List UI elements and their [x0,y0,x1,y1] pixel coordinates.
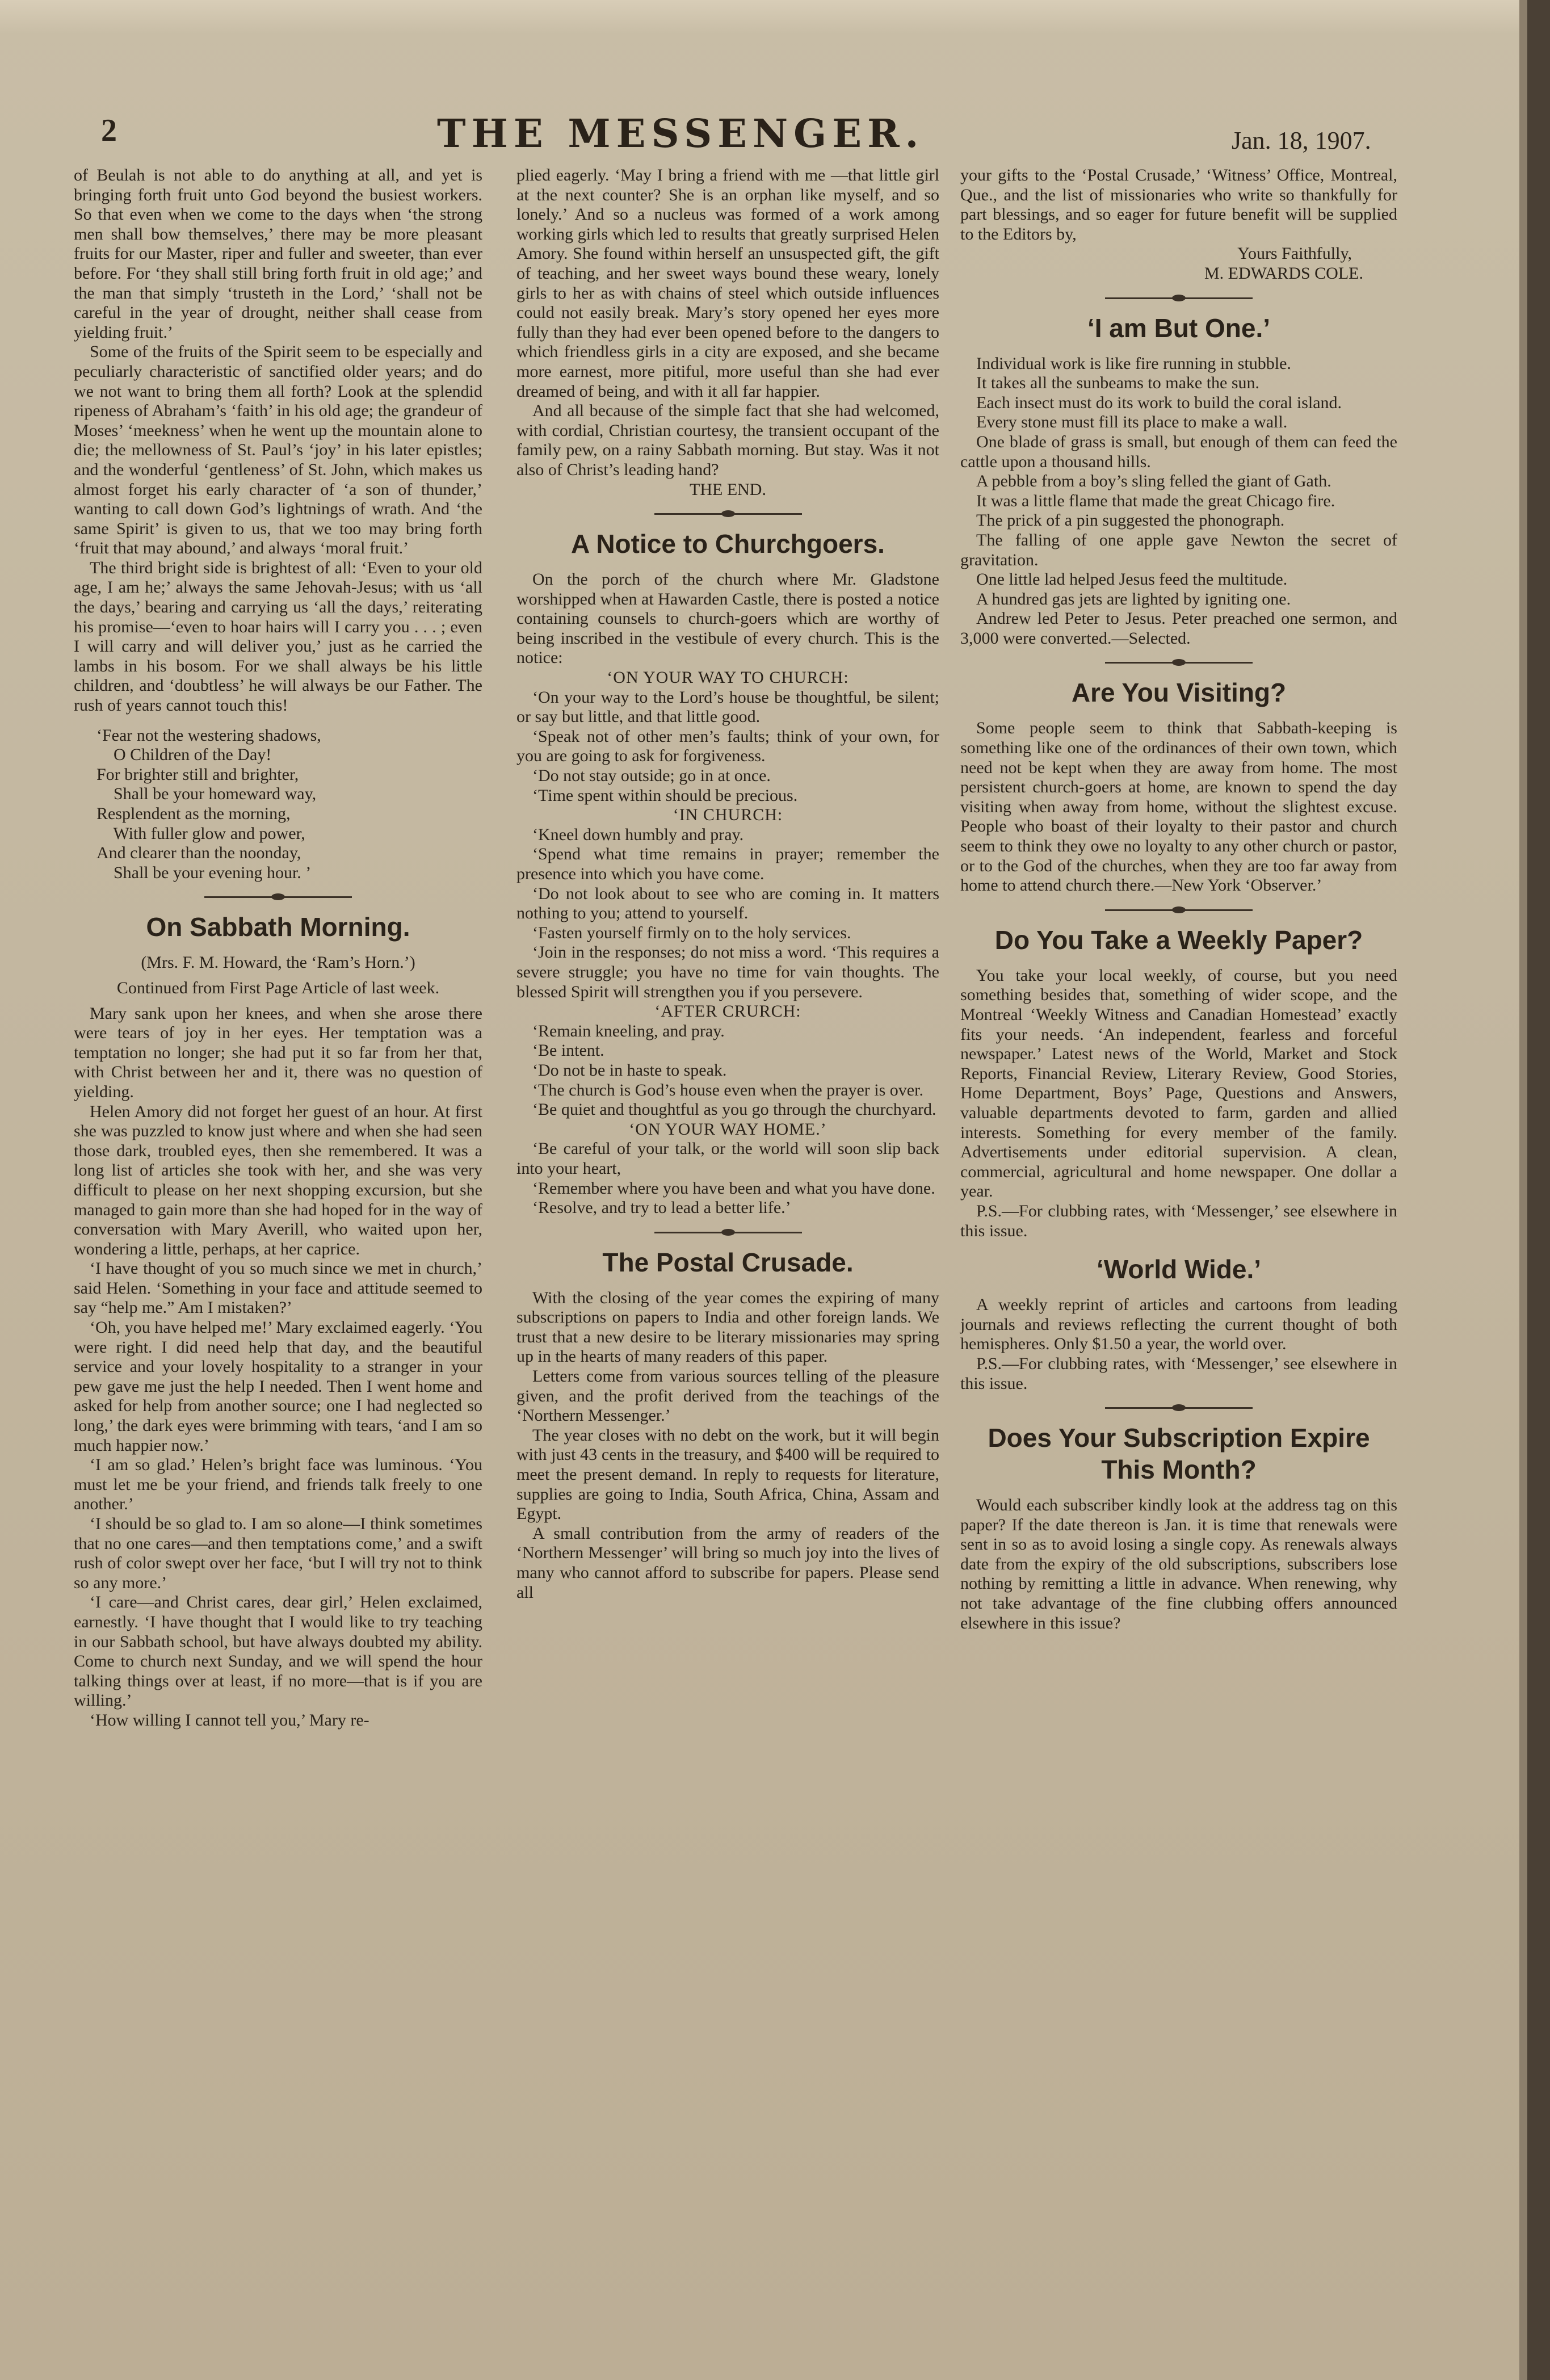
article-heading: Are You Visiting? [1071,678,1287,708]
list-item: One blade of grass is small, but enough of them can feed the cattle upon a thousand hills. [960,432,1397,471]
paragraph: The year closes with no debt on the work, but it will begin with just 43 cents in the treasury, and $400 will be required to meet the present demand. In reply to requests for literature, supplies are going to India, South Africa, China, Assam and Egypt. [516,1425,939,1523]
poem-line: And clearer than the noonday, [96,843,301,863]
article-heading: The Postal Crusade. [602,1247,854,1277]
paragraph: ‘Oh, you have helped me!’ Mary exclaimed eagerly. ‘You were right. I did need help that day, and the beautiful service and your lovely hospitality to a stranger in your pew gave me just the help I needed. Then I went home and asked for help from another source; one I had neglected so long,’ the dark eyes were brimming with tears, ‘and I am so much happier now.’ [74,1318,482,1455]
section-divider [1105,296,1253,300]
column-1 [74,166,482,1731]
article-heading: A Notice to Churchgoers. [571,529,885,559]
notice-item: ‘Do not stay outside; go in at once. [532,766,771,786]
column-2 [516,166,939,1602]
poem-line: O Children of the Day! [96,745,272,765]
section-divider [204,895,352,899]
notice-item: ‘Join in the responses; do not miss a word. ‘This requires a severe struggle; you have no time for vain thoughts. The blessed Spirit will strengthen you if you persevere. [516,943,939,1001]
article-heading: ‘World Wide.’ [1096,1254,1262,1285]
poem-line: For brighter still and brighter, [96,765,299,784]
notice-item: ‘Be quiet and thoughtful as you go through the churchyard. [532,1100,936,1119]
paragraph: A small contribution from the army of readers of the ‘Northern Messenger’ will bring so much joy into the lives of many who cannot afford to subscribe for papers. Please send all [516,1523,939,1602]
paragraph: You take your local weekly, of course, but you need something besides that, something of wider scope, and the Montreal ‘Weekly Witness and Canadian Homestead’ exactly fits your needs. ‘An independent, fearless and forceful newspaper.’ Latest news of the World, Market and Stock Reports, Financial Review, Literary Review, Good Stories, Home Department, Boys’ Page, Questions and Answers, valuable departments devoted to farm, garden and allied interests. Something for every member of the family. Advertisements under editorial supervision. A clean, commercial, agricultural and home newspaper. One dollar a year. [960,966,1397,1201]
page-binding [1527,0,1550,2380]
list-item: The falling of one apple gave Newton the secret of gravitation. [960,530,1397,569]
notice-item: ‘Remember where you have been and what you have done. [532,1178,935,1198]
notice-item: ‘Speak not of other men’s faults; think of your own, for you are going to ask for forgiveness. [516,727,939,766]
notice-subheading: ‘AFTER CRURCH: [654,1002,801,1021]
page-right-edge [1519,0,1527,2380]
notice-subheading: ‘ON YOUR WAY TO CHURCH: [607,668,849,687]
article-heading: Do You Take a Weekly Paper? [994,925,1363,955]
paragraph: P.S.—For clubbing rates, with ‘Messenger,’ see elsewhere in this issue. [960,1354,1397,1393]
paragraph: With the closing of the year comes the expiring of many subscriptions on papers to India and other foreign lands. We trust that a new desire to be literary missionaries may spring up in the hearts of many readers of this paper. [516,1288,939,1366]
notice-item: ‘Do not look about to see who are coming in. It matters nothing to you; attend to yourself. [516,884,939,923]
paragraph: ‘I should be so glad to. I am so alone—I think sometimes that no one cares—and then temptations come,’ and a swift rush of color swept over her face, ‘but I will try not to think so any more.’ [74,1514,482,1592]
notice-item: ‘Do not be in haste to speak. [532,1060,727,1080]
notice-item: ‘Remain kneeling, and pray. [532,1021,725,1040]
poem-line: Shall be your homeward way, [96,784,317,804]
poem-line: With fuller glow and power, [96,824,305,843]
paragraph: of Beulah is not able to do anything at all, and yet is bringing forth fruit unto God beyond the busiest workers. So that even when we come to the days when ‘the strong men shall bow themselves,’ there may be more pleasant fruits for our Master, riper and fuller and sweeter, than ever before. For ‘they shall still bring forth fruit in old age;’ and the man that simply ‘trusteth in the Lord,’ ‘shall not be careful in the year of drought, neither shall cease from yielding fruit.’ [74,166,482,342]
list-item: The prick of a pin suggested the phonograph. [976,511,1285,530]
notice-item: ‘Fasten yourself firmly on to the holy services. [532,923,851,942]
paragraph: The third bright side is brightest of all: ‘Even to your old age, I am he;’ always the same Jehovah-Jesus; with us ‘all the days,’ bearing and carrying us ‘all the days,’ reiterating his promise—‘even to hoar hairs will I carry you . . . ; even I will carry and will deliver you,’ just as he carried the lambs in his bosom. For we shall always be his little children, and ‘doubtless’ he will always be our Father. The rush of years cannot touch this! [74,558,482,715]
list-item: Individual work is like fire running in stubble. [976,354,1291,373]
paragraph: Some people seem to think that Sabbath-keeping is something like one of the ordinances of their own town, which need not be kept when they are away from home. The most persistent church-goers at home, are known to spend the day visiting when away from home, without the slightest excuse. People who boast of their loyalty to their pastor and church seem to think they owe no loyalty to any other church or pastor, or to the God of the churches, when they are too far away from home to attend church there.—New York ‘Observer.’ [960,719,1397,895]
paragraph: And all because of the simple fact that she had welcomed, with cordial, Christian courtesy, the transient occupant of the family pew, on a rainy Sabbath morning. But stay. Was it not also of Christ’s leading hand? [516,401,939,479]
continued-note: Continued from First Page Article of last week. [116,978,440,997]
poem [96,726,482,883]
article-heading: Does Your Subscription Expire This Month? [988,1423,1370,1485]
notice-item: ‘Spend what time remains in prayer; remember the presence into which you have come. [516,845,939,883]
paragraph: ‘How willing I cannot tell you,’ Mary re- [90,1710,369,1730]
paragraph: P.S.—For clubbing rates, with ‘Messenger,’ see elsewhere in this issue. [960,1201,1397,1240]
section-divider [1105,1406,1253,1409]
notice-item: ‘Resolve, and try to lead a better life.’ [532,1198,791,1218]
poem-line: Resplendent as the morning, [96,804,291,823]
notice-item: ‘Time spent within should be precious. [532,786,798,805]
paragraph: Helen Amory did not forget her guest of an hour. At first she was puzzled to know just where and when she had seen those dark, troubled eyes, then she remembered. It was a long list of articles she took with her, and she was very difficult to please on her next shopping excursion, but she managed to gain more than she had hoped for in the way of conversation with Mary Averill, who waited upon her, wondering a little, perhaps, at her caprice. [74,1102,482,1258]
byline: (Mrs. F. M. Howard, the ‘Ram’s Horn.’) [141,953,415,972]
signature-closing: Yours Faithfully, [1237,244,1352,263]
poem-line: Shall be your evening hour. ’ [96,863,312,882]
paragraph: On the porch of the church where Mr. Gladstone worshipped when at Hawarden Castle, there is posted a notice containing counsels to church-goers which are worthy of being inscribed in the vestibule of every church. This is the notice: [516,570,939,668]
notice-subheading: ‘IN CHURCH: [673,805,783,825]
page-number: 2 [101,113,117,148]
notice-subheading: ‘ON YOUR WAY HOME.’ [629,1119,827,1139]
list-item: A hundred gas jets are lighted by igniting one. [976,589,1291,608]
signature-name: M. EDWARDS COLE. [1204,263,1363,283]
column-3 [960,166,1397,1633]
article-heading: On Sabbath Morning. [146,912,410,942]
section-divider [1105,908,1253,912]
list-item: It was a little flame that made the great Chicago fire. [976,491,1335,510]
paragraph: Letters come from various sources telling of the pleasure given, and the profit derived from the teachings of the ‘Northern Messenger.’ [516,1367,939,1425]
list-item: One little lad helped Jesus feed the multitude. [976,570,1288,589]
list-item: A pebble from a boy’s sling felled the giant of Gath. [976,472,1331,491]
issue-date: Jan. 18, 1907. [1232,127,1371,154]
list-item: Every stone must fill its place to make a wall. [976,413,1288,432]
list-item: Each insect must do its work to build the coral island. [976,393,1342,412]
list-item: Andrew led Peter to Jesus. Peter preached one sermon, and 3,000 were converted.—Selected. [960,609,1397,648]
paragraph: A weekly reprint of articles and cartoons from leading journals and reviews reflecting the current thought of both hemispheres. Only $1.50 a year, the world over. [960,1295,1397,1354]
masthead-title: THE MESSENGER. [437,111,925,157]
notice-item: ‘Be careful of your talk, or the world will soon slip back into your heart, [516,1139,939,1178]
paragraph: plied eagerly. ‘May I bring a friend with me —that little girl at the next counter? She is an orphan like myself, and so lonely.’ And so a nucleus was formed of a work among working girls which led to results that greatly surprised Helen Amory. She found within herself an unsuspected gift, the gift of teaching, and her sweet ways bound these weary, lonely girls to her as with chains of steel which outside influences could not easily break. Mary’s story opened her eyes more fully than they had ever been opened before to the dangers to which friendless girls in a city are exposed, and she became more earnest, more pitiful, more useful than she had ever dreamed of being, and with it all far happier. [516,166,939,401]
section-divider [1105,661,1253,664]
paragraph: your gifts to the ‘Postal Crusade,’ ‘Witness’ Office, Montreal, Que., and the list of missionaries who write so thankfully for part blessings, and so eager for future benefit will be supplied to the Editors by, [960,166,1397,244]
list-item: It takes all the sunbeams to make the sun. [976,373,1260,393]
poem-line: ‘Fear not the westering shadows, [96,725,321,745]
section-divider [654,1231,802,1234]
paragraph: Mary sank upon her knees, and when she arose there were tears of joy in her eyes. Her temptation was a temptation no longer; she had put it so far from her that, with Christ between her and it, there was no question of yielding. [74,1004,482,1101]
page-top-edge [0,0,1550,34]
paragraph: ‘I am so glad.’ Helen’s bright face was luminous. ‘You must let me be your friend, and friends talk freely to one another.’ [74,1455,482,1514]
notice-item: ‘Kneel down humbly and pray. [532,825,744,844]
paragraph: Some of the fruits of the Spirit seem to be especially and peculiarly characteristic of sanctified older years; and do we not want to bring them all forth? Look at the splendid ripeness of Abraham’s ‘faith’ in his old age; the grandeur of Moses’ ‘meekness’ when he went up the mountain alone to die; the mellowness of St. Paul’s ‘joy’ in his later epistles; and the wonderful ‘gentleness’ of St. John, which makes us almost forget his early character of ‘a son of thunder,’ wanting to call down God’s lightnings of wrath. And ‘the same Spirit’ is given to us, that we too may bring forth ‘fruit that may abound,’ and always ‘moral fruit.’ [74,342,482,558]
notice-item: ‘The church is God’s house even when the prayer is over. [532,1080,923,1099]
section-divider [654,512,802,515]
the-end: THE END. [690,480,766,499]
paragraph: ‘I care—and Christ cares, dear girl,’ Helen exclaimed, earnestly. ‘I have thought that I would like to try teaching in our Sabbath school, but have always doubted my ability. Come to church next Sunday, and we will spend the hour talking things over at least, if no more—that is if you are willing.’ [74,1593,482,1710]
article-heading: ‘I am But One.’ [1087,313,1271,343]
paragraph: Would each subscriber kindly look at the address tag on this paper? If the date thereon is Jan. it is time that renewals were sent in so as to avoid losing a single copy. As renewals always date from the expiry of the old subscriptions, subscribers lose nothing by remitting a little in advance. When renewing, why not take advantage of the fine clubbing offers announced elsewhere in this issue? [960,1496,1397,1632]
notice-item: ‘Be intent. [532,1041,604,1060]
paragraph: ‘I have thought of you so much since we met in church,’ said Helen. ‘Something in your face and attitude seemed to say “help me.” Am I mistaken?’ [74,1259,482,1317]
notice-item: ‘On your way to the Lord’s house be thoughtful, be silent; or say but little, and that little good. [516,687,939,727]
